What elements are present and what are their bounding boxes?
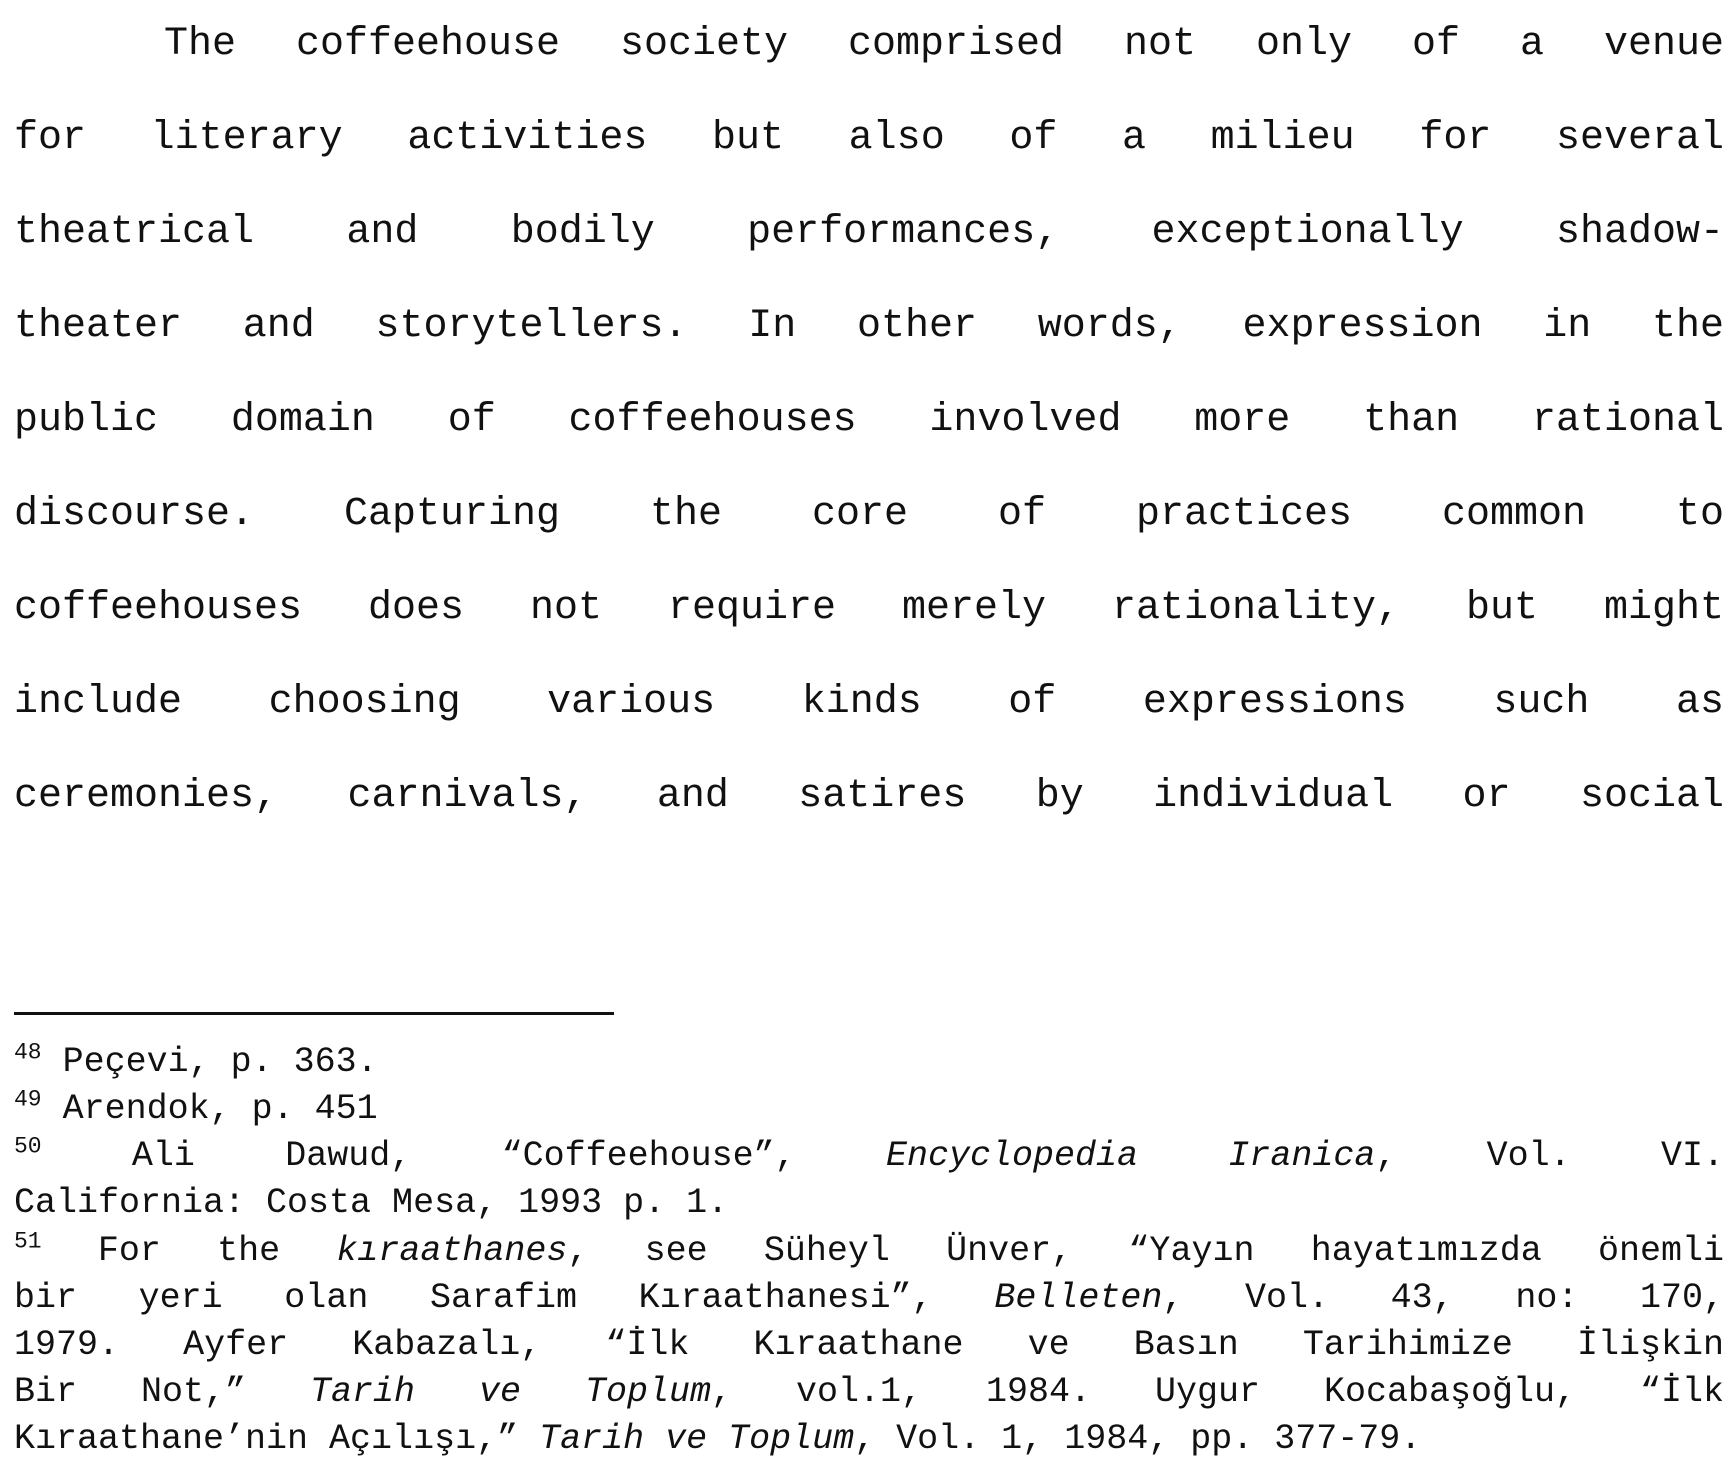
footnote-48: [14, 1038, 1724, 1086]
footnote-number: 48: [14, 1039, 42, 1066]
body-line: ceremonies, carnivals, and satires by individual or social: [14, 774, 1724, 819]
footnote-50: [14, 1132, 1724, 1180]
footnote-number: 50: [14, 1133, 42, 1160]
footnote-text: Ali Dawud, “Coffeehouse”,: [41, 1136, 886, 1176]
footnote-separator: [14, 1012, 614, 1015]
body-line: theatrical and bodily performances, exceptionally shadow-: [14, 210, 1724, 255]
footnote-text: Kıraathane’nin Açılışı,”: [14, 1419, 540, 1459]
footnote-text: Arendok, p. 451: [41, 1089, 378, 1129]
footnote-italic: Tarih ve Toplum: [309, 1372, 711, 1412]
footnote-text: , Vol. 1, 1984, pp. 377-79.: [854, 1419, 1422, 1459]
footnote-50-cont: California: Costa Mesa, 1993 p. 1.: [14, 1183, 729, 1223]
footnote-text: , Vol. 43, no: 170,: [1162, 1278, 1724, 1318]
footnote-text: Bir Not,”: [14, 1372, 310, 1412]
footnote-51: [14, 1227, 1724, 1275]
footnote-text: , vol.1, 1984. Uygur Kocabaşoğlu, “İlk: [710, 1372, 1724, 1412]
footnote-51-cont: [14, 1368, 1724, 1416]
footnote-number: 51: [14, 1228, 42, 1255]
footnote-text: , Vol. VI.: [1375, 1136, 1724, 1176]
body-line: public domain of coffeehouses involved more than rational: [14, 398, 1724, 443]
body-line: coffeehouses does not require merely rationality, but might: [14, 586, 1724, 631]
footnote-text: Peçevi, p. 363.: [41, 1042, 378, 1082]
body-line: for literary activities but also of a milieu for several: [14, 116, 1724, 161]
footnote-text: For the: [41, 1231, 337, 1271]
body-line: The coffeehouse society comprised not only of a venue: [164, 22, 1724, 67]
footnote-text: , see Süheyl Ünver, “Yayın hayatımızda önemli: [567, 1231, 1724, 1271]
footnote-italic: Belleten: [994, 1278, 1163, 1318]
footnote-51-cont: [14, 1415, 1724, 1463]
footnote-51-cont: [14, 1274, 1724, 1322]
footnote-49: [14, 1085, 1724, 1133]
body-line: discourse. Capturing the core of practices common to: [14, 492, 1724, 537]
footnote-italic: kıraathanes: [336, 1231, 568, 1271]
body-line: include choosing various kinds of expressions such as: [14, 680, 1724, 725]
footnote-51-cont: 1979. Ayfer Kabazalı, “İlk Kıraathane ve Basın Tarihimize İlişkin: [14, 1325, 1724, 1365]
footnote-number: 49: [14, 1086, 42, 1113]
footnote-italic: Encyclopedia Iranica: [885, 1136, 1376, 1176]
footnote-italic: Tarih ve Toplum: [539, 1419, 855, 1459]
body-line: theater and storytellers. In other words, expression in the: [14, 304, 1724, 349]
footnote-text: bir yeri olan Sarafim Kıraathanesi”,: [14, 1278, 995, 1318]
